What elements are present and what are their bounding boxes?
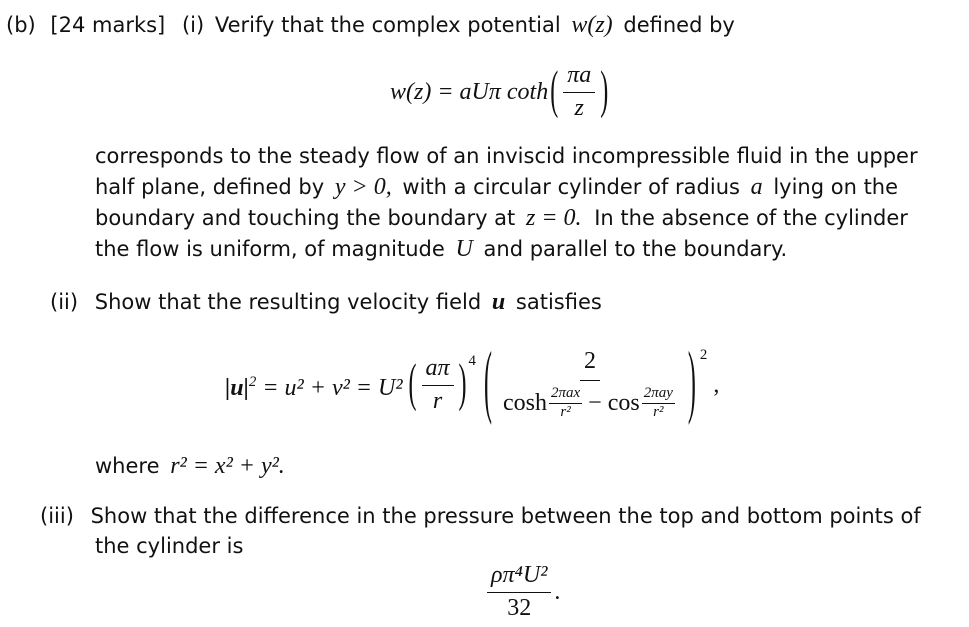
eq2-exp4: 4 xyxy=(468,353,476,369)
eq2-frac1-num: aπ xyxy=(422,356,454,385)
equation-pressure-difference xyxy=(484,560,560,624)
eq2-frac2-num: 2 xyxy=(580,349,600,381)
subpart-i-label: (i) xyxy=(181,13,205,37)
eq2-paren2-open: ( xyxy=(483,339,492,428)
eq1-open-paren: ( xyxy=(550,62,559,120)
i-body-line-4 xyxy=(95,234,787,265)
subpart-i-intro: Verify that the complex potential xyxy=(214,13,561,37)
i-line3-text-a: boundary and touching the boundary at xyxy=(95,206,516,230)
i-line4-var: U xyxy=(455,236,473,262)
eq2-paren1-open: ( xyxy=(408,355,417,413)
eq2-frac2-den xyxy=(499,381,681,421)
cos-arg-num: 2πay xyxy=(642,386,675,404)
marks-label: [24 marks] xyxy=(50,13,166,37)
eq1-close-paren: ) xyxy=(600,62,609,120)
i-line2-math: y > 0, xyxy=(334,174,392,200)
i-line2-text-c: lying on the xyxy=(773,175,899,199)
where-math: r² = x² + y². xyxy=(170,453,285,479)
eq1-denominator: z xyxy=(574,94,584,121)
velocity-symbol: u xyxy=(491,289,506,315)
equation-complex-potential xyxy=(390,64,610,120)
eq2-paren2-close: ) xyxy=(687,339,696,428)
i-body-line-2 xyxy=(95,172,898,203)
eq2-abs-u: |u| xyxy=(225,374,249,401)
cos-arg-den: r² xyxy=(653,404,664,421)
i-line4-text-b: and parallel to the boundary. xyxy=(483,237,788,261)
eq2-exp2: 2 xyxy=(699,347,708,363)
i-line2-text-a: half plane, defined by xyxy=(95,175,325,199)
subpart-iii-label: (iii) xyxy=(40,504,74,528)
subpart-ii-intro: Show that the resulting velocity field xyxy=(94,290,482,314)
cos-argument xyxy=(642,386,675,421)
equation-velocity-magnitude xyxy=(225,340,719,430)
iii-line-1 xyxy=(40,501,921,532)
eq2-fraction1 xyxy=(422,356,454,413)
i-body-line-3 xyxy=(95,203,908,234)
eq3-denominator: 32 xyxy=(507,594,532,621)
cosh-argument xyxy=(549,386,582,421)
iii-text-1: Show that the difference in the pressure between the top and bottom points of xyxy=(90,504,921,528)
wz-symbol: w(z) xyxy=(571,12,613,38)
eq3-numerator: ρπ⁴U² xyxy=(487,563,551,592)
cosh-label: cosh xyxy=(502,390,547,416)
eq2-rest: = u² + v² = U² xyxy=(262,374,403,401)
minus-cos-label: − cos xyxy=(588,390,640,416)
subpart-ii-intro-end: satisfies xyxy=(515,290,602,314)
iii-line-2: the cylinder is xyxy=(95,534,244,558)
where-text: where xyxy=(95,454,160,478)
i-line2-var: a xyxy=(750,174,763,200)
i-line3-text-b: In the absence of the cylinder xyxy=(594,206,908,230)
cosh-arg-num: 2πax xyxy=(549,386,582,404)
subpart-i-intro-end: defined by xyxy=(623,13,735,37)
ii-where-line xyxy=(95,451,285,482)
i-line3-math: z = 0. xyxy=(525,205,582,231)
eq2-paren1-close: ) xyxy=(458,355,467,413)
part-label: (b) xyxy=(6,13,36,37)
eq3-trailing-period: . xyxy=(554,578,561,605)
eq1-numerator: πa xyxy=(563,63,595,92)
eq2-lhs: $|u|^2 = u^2 + v^2 = U^2$ xyxy=(225,373,403,401)
i-line2-text-b: with a circular cylinder of radius xyxy=(402,175,740,199)
i-line4-text-a: the flow is uniform, of magnitude xyxy=(95,237,445,261)
eq2-trailing-comma: , xyxy=(713,371,720,398)
eq2-frac1-den: r xyxy=(432,387,443,414)
eq2-fraction2 xyxy=(499,349,681,421)
eq1-fraction xyxy=(563,63,595,120)
question-header-line xyxy=(6,10,735,41)
eq1-lhs: w(z) = aUπ coth xyxy=(390,78,549,105)
ii-intro-line xyxy=(50,287,602,318)
cosh-arg-den: r² xyxy=(560,404,571,421)
subpart-ii-label: (ii) xyxy=(50,290,79,314)
eq3-fraction xyxy=(487,563,551,620)
i-body-line-1: corresponds to the steady flow of an inviscid incompressible fluid in the upper xyxy=(95,144,918,168)
